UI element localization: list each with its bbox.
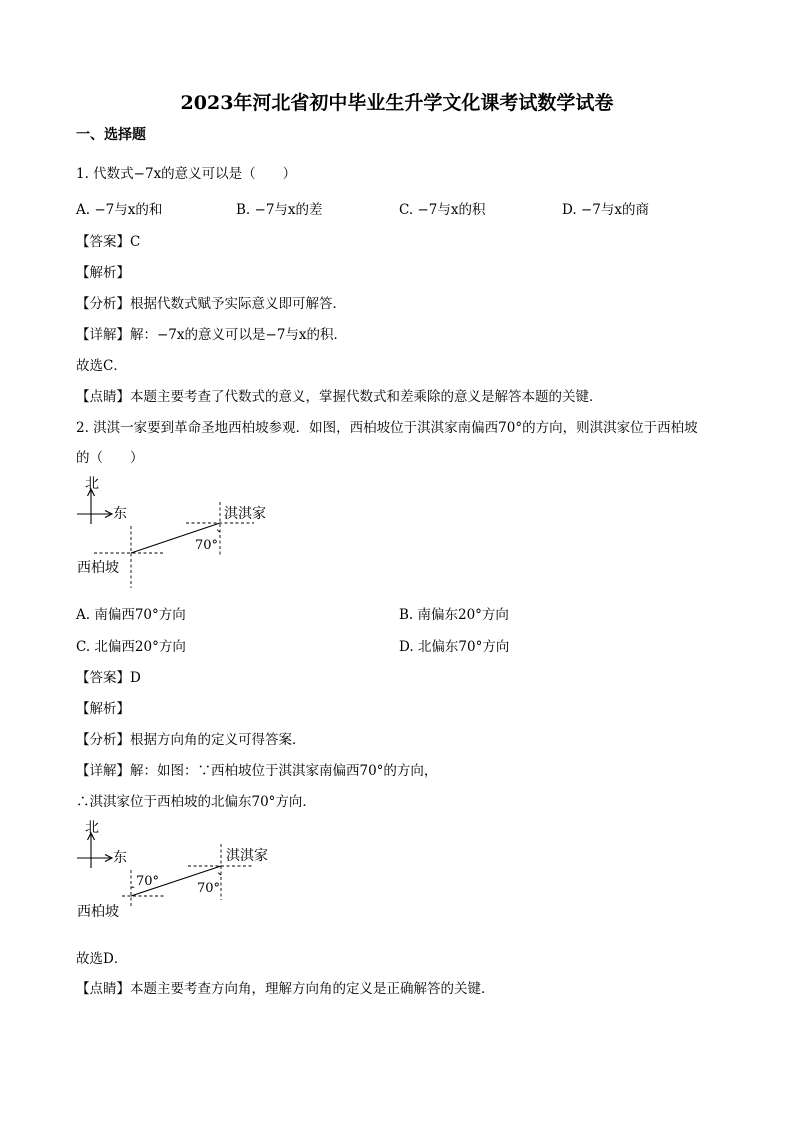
q2-solution-figure [70,816,290,924]
xibaipo-label: 西柏坡 [77,904,119,920]
q2-comment: 【点睛】本题主要考查方向角，理解方向角的定义是正确解答的关键． [76,981,495,997]
q2-stem-line1: 2. 淇淇一家要到革命圣地西柏坡参观．如图，西柏坡位于淇淇家南偏西70°的方向，则淇淇家位于西柏坡 [76,420,698,436]
q2-option-b: B. 南偏东20°方向 [399,607,509,623]
angle-label: 70° [195,538,219,553]
home-label: 淇淇家 [226,848,268,864]
q1-fenxi: 【分析】根据代数式赋予实际意义即可解答． [76,296,346,312]
q2-detail: 【详解】解：如图：∵西柏坡位于淇淇家南偏西70°的方向， [76,763,438,779]
q1-option-a: A. −7与x的和 [76,202,163,218]
q1-comment: 【点睛】本题主要考查了代数式的意义，掌握代数式和差乘除的意义是解答本题的关键． [76,389,603,405]
home-label: 淇淇家 [224,506,266,522]
q2-option-d: D. 北偏东70°方向 [399,639,510,655]
q2-option-a: A. 南偏西70°方向 [76,607,186,623]
q2-direction-figure [70,472,290,590]
q1-stem: 1. 代数式−7x的意义可以是（ ） [76,166,297,182]
q2-options-row1 [76,603,716,623]
xibaipo-label: 西柏坡 [77,560,119,576]
east-label: 东 [113,506,127,522]
q1-jiexi: 【解析】 [76,265,130,281]
q2-answer: 【答案】D [76,670,141,686]
q1-options [76,198,716,218]
page-title: 2023年河北省初中毕业生升学文化课考试数学试卷 [180,92,614,114]
q1-option-b: B. −7与x的差 [236,202,323,218]
q2-options-row2 [76,635,716,655]
east-label: 东 [113,850,127,866]
north-label: 北 [85,820,99,836]
q2-choose: 故选D． [76,951,128,967]
q1-option-c: C. −7与x的积 [399,202,486,218]
angle-arc-xibaipo [131,887,134,888]
angle-label-home: 70° [197,881,221,896]
q2-option-c: C. 北偏西20°方向 [76,639,186,655]
north-label: 北 [85,476,99,492]
q2-fenxi: 【分析】根据方向角的定义可得答案． [76,732,306,748]
q1-answer: 【答案】C [76,234,141,250]
q2-stem-line2: 的（ ） [76,450,144,466]
q2-therefore: ∴淇淇家位于西柏坡的北偏东70°方向． [76,794,316,810]
q1-option-d: D. −7与x的商 [562,202,649,218]
q1-choose: 故选C． [76,358,127,374]
q1-detail: 【详解】解：−7x的意义可以是−7与x的积． [76,327,348,343]
q2-jiexi: 【解析】 [76,701,130,717]
section-heading: 一、选择题 [76,127,146,143]
angle-label-xibaipo: 70° [136,874,160,889]
